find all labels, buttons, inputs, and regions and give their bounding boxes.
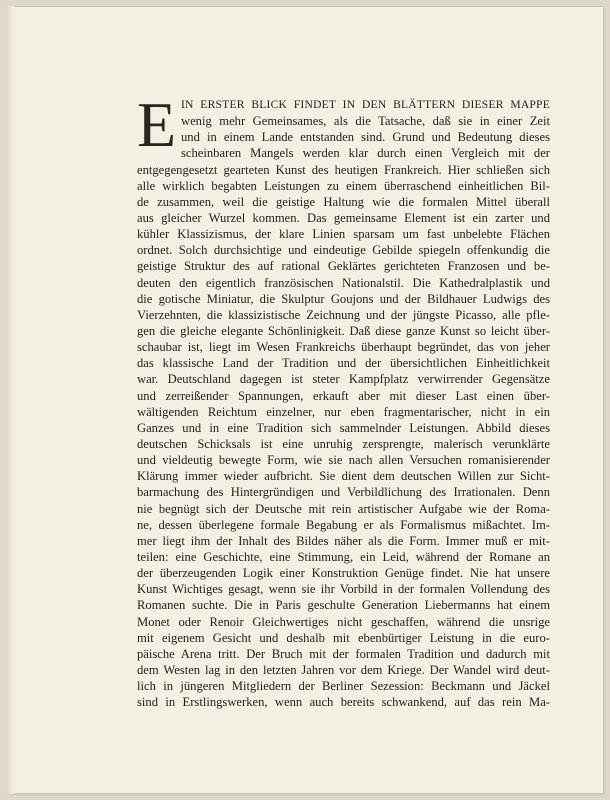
- text-line: die gotische Miniatur, die Skulptur Goujons und der Bildhauer Ludwigs des: [137, 291, 550, 306]
- text-line: das klassische Land der Tradition und der übersichtlichen Einheitlichkeit: [137, 356, 550, 371]
- text-line: geistige Struktur des auf rational Geklärtes gerichteten Franzosen und be-: [137, 259, 550, 274]
- text-line: Vierzehnten, die klassizistische Zeichnung und der jüngste Picasso, alle pfle-: [137, 307, 550, 322]
- text-line: teilen: eine Geschichte, eine Stimmung, ein Leid, während der Romane an: [137, 549, 550, 564]
- text-line: scheinbaren Mangels werden klar durch einen Vergleich mit der: [181, 146, 550, 161]
- text-line: barmachung des Hintergründigen und Verbildlichung des Irrationalen. Denn: [137, 485, 550, 500]
- text-line: und in einem Lande entstanden sind. Grund und Bedeutung dieses: [181, 130, 550, 145]
- text-line: wältigenden Reichtum einzelner, nur eben fragmentarischer, nicht in ein: [137, 404, 550, 419]
- text-line: und zerreißender Spannungen, erkauft aber mit dieser Last einen über-: [137, 388, 550, 403]
- sheet-edge: [8, 6, 14, 794]
- text-line: gen die gleiche elegante Schönlinigkeit. Daß diese ganze Kunst so leicht über-: [137, 323, 550, 338]
- text-line: der überzeugenden Logik einer Konstruktion Genüge findet. Nie hat unsere: [137, 566, 550, 581]
- article-text: [137, 89, 550, 710]
- text-line: deuten den eigentlich französischen Nationalstil. Die Kathedralplastik und: [137, 275, 550, 290]
- text-line: deutschen Schicksals ist eine unruhig zersprengte, malerisch verunklärte: [137, 436, 550, 451]
- text-line: ne, dessen überlegene formale Begabung er als Formalismus mißachtet. Im-: [137, 517, 550, 532]
- text-line: schaubar ist, liegt im Wesen Frankreichs überhaupt begründet, das von jeher: [137, 340, 550, 355]
- text-line: Klärung immer wieder aufbricht. Sie dient dem deutschen Willen zur Sicht-: [137, 469, 550, 484]
- text-line: aus gleicher Wurzel kommen. Das gemeinsame Element ist ein zarter und: [137, 210, 550, 225]
- text-line: mit eigenem Gesicht und deshalb mit ebenbürtiger Leistung in die euro-: [137, 630, 550, 645]
- text-line: sind in Erstlingswerken, wenn auch bereits schwankend, auf das rein Ma-: [137, 695, 550, 710]
- text-line: mer liegt ihm der Inhalt des Bildes näher als die Form. Immer muß er mit-: [137, 533, 550, 548]
- text-line: ordnet. Solch durchsichtige und eindeutige Gebilde spiegeln offenkundig die: [137, 243, 550, 258]
- text-line: Monet oder Renoir Gleichwertiges nicht geschaffen, während die unsrige: [137, 614, 550, 629]
- text-line: und vieldeutig bewegte Form, wie sie nach allen Versuchen romanisierender: [137, 453, 550, 468]
- text-line: kühler Klassizismus, der klare Linien sparsam um fast unbelebte Flächen: [137, 227, 550, 242]
- text-line: Ganzes und in eine Tradition sich sammelnder Leistungen. Abbild dieses: [137, 420, 550, 435]
- text-line: entgegengesetzt gearteten Kunst des heutigen Frankreich. Hier schließen sich: [137, 162, 550, 177]
- drop-cap: E: [137, 89, 177, 160]
- text-line: war. Deutschland dagegen ist steter Kampfplatz verwirrender Gegensätze: [137, 372, 550, 387]
- text-line: nie begnügt sich der Deutsche mit rein artistischer Aufgabe wie der Roma-: [137, 501, 550, 516]
- text-line: päische Arena tritt. Der Bruch mit der formalen Tradition und dadurch mit: [137, 646, 550, 661]
- text-line: de zusammen, weil die geistige Haltung wie die formalen Mittel überall: [137, 194, 550, 209]
- text-line: alle wirklich begabten Leistungen zu einem überraschend einheitlichen Bil-: [137, 178, 550, 193]
- text-line: Romanen suchte. Die in Paris geschulte Generation Liebermanns hat einem: [137, 598, 550, 613]
- text-line: Kunst Wichtiges gesagt, wenn sie ihr Vorbild in der formalen Vollendung des: [137, 582, 550, 597]
- text-line: lich in jüngeren Mitgliedern der Berliner Sezession: Beckmann und Jäckel: [137, 679, 550, 694]
- text-line: wenig mehr Gemeinsames, als die Tatsache, daß sie in einer Zeit: [181, 114, 550, 129]
- text-line: IN ERSTER BLICK FINDET IN DEN BLÄTTERN DIESER MAPPE: [181, 98, 550, 111]
- text-line: dem Westen lag in den letzten Jahren vor dem Kriege. Der Wandel wird deut-: [137, 662, 550, 677]
